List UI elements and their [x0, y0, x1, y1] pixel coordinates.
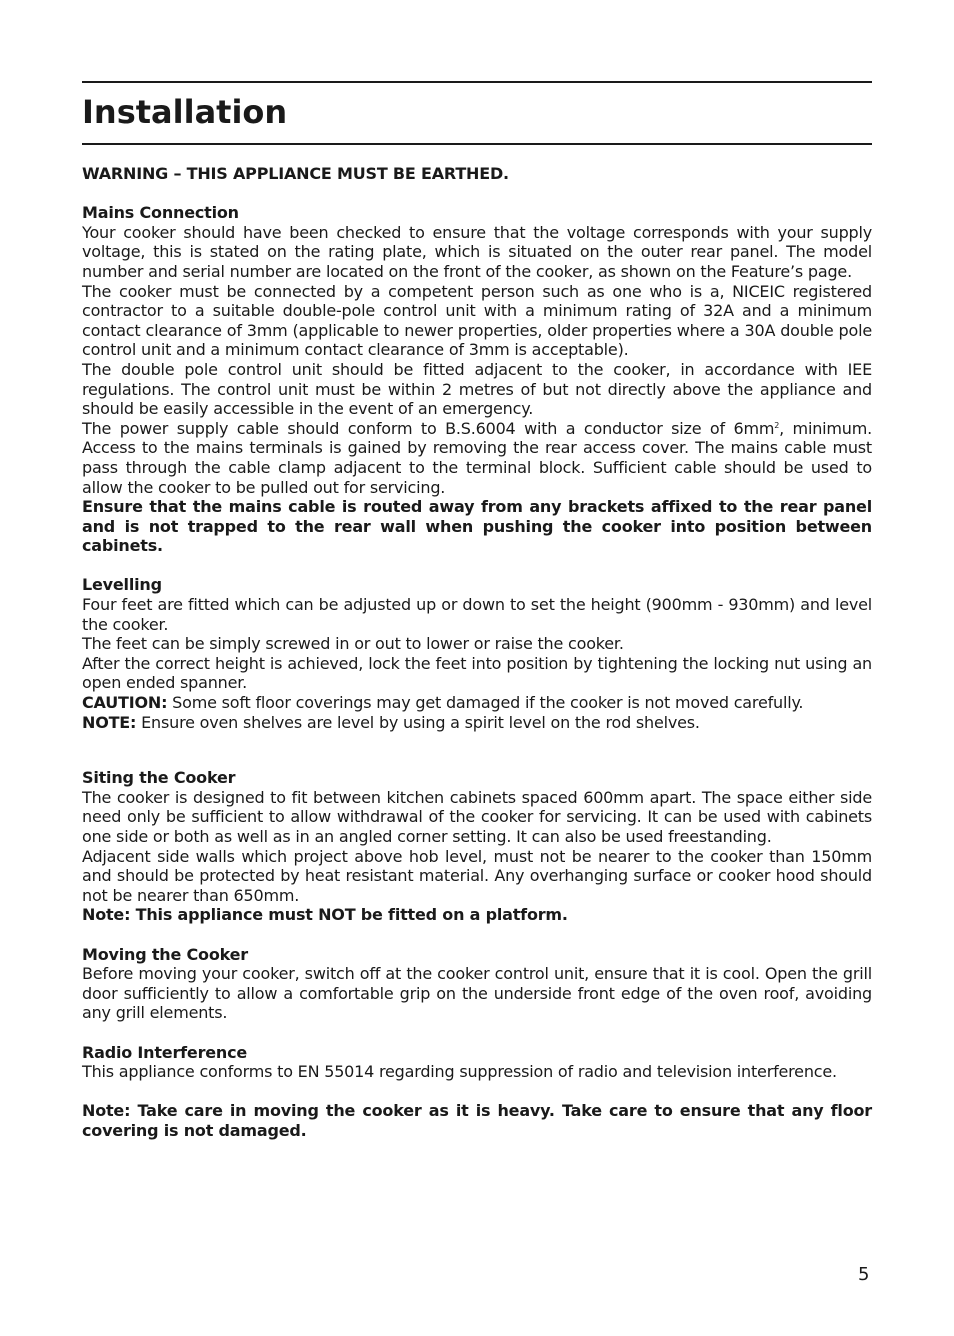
levelling-heading: Levelling	[82, 575, 162, 595]
siting-section	[82, 768, 872, 925]
mains-paragraph-4	[82, 419, 872, 497]
mains-p4-text-b: , minimum. Access to the mains terminals is gained by removing the rear access cover. The mains cable must pass through the cable clamp adjacent to the terminal block. Sufficient cable should be used to allow the cooker to be pulled out for servicing.	[82, 418, 872, 497]
siting-heading: Siting the Cooker	[82, 768, 236, 788]
page-number: 5	[858, 1264, 870, 1285]
note-label: NOTE:	[82, 712, 137, 732]
levelling-paragraph-2: The feet can be simply screwed in or out to lower or raise the cooker.	[82, 634, 624, 654]
moving-paragraph-1: Before moving your cooker, switch off at the cooker control unit, ensure that it is cool. Open the grill door sufficiently to allow a comfortable grip on the underside front edge of the oven roof, avoiding any grill elements.	[82, 964, 872, 1023]
note-text: Ensure oven shelves are level by using a spirit level on the rod shelves.	[136, 712, 700, 732]
radio-paragraph-1: This appliance conforms to EN 55014 regarding suppression of radio and television interference.	[82, 1062, 837, 1082]
note-line	[82, 713, 872, 733]
siting-paragraph-2: Adjacent side walls which project above hob level, must not be nearer to the cooker than 150mm and should be protected by heat resistant material. Any overhanging surface or cooker hood should not be nearer than 650mm.	[82, 846, 872, 905]
moving-heading: Moving the Cooker	[82, 944, 248, 964]
final-safety-note: Note: Take care in moving the cooker as it is heavy. Take care to ensure that any floor covering is not damaged.	[82, 1101, 872, 1140]
mains-p4-text-a: The power supply cable should conform to B.S.6004 with a conductor size of 6mm	[82, 418, 775, 438]
page-title: Installation	[82, 93, 288, 131]
radio-heading: Radio Interference	[82, 1042, 248, 1062]
mains-connection-section	[82, 203, 872, 556]
caution-text: Some soft floor coverings may get damaged if the cooker is not moved carefully.	[167, 693, 804, 713]
caution-line	[82, 693, 872, 713]
caution-label: CAUTION:	[82, 693, 168, 713]
page-content	[82, 164, 872, 1141]
mains-paragraph-1: Your cooker should have been checked to ensure that the voltage corresponds with your supply voltage, this is stated on the rating plate, which is situated on the outer rear panel. The model number and serial number are located on the front of the cooker, as shown on the Feature’s page.	[82, 222, 872, 281]
moving-section	[82, 945, 872, 1023]
mains-cable-warning: Ensure that the mains cable is routed away from any brackets affixed to the rear panel and is not trapped to the rear wall when pushing the cooker into position between cabinets.	[82, 497, 872, 556]
earthing-warning: WARNING – THIS APPLIANCE MUST BE EARTHED.	[82, 164, 509, 183]
levelling-section	[82, 575, 872, 732]
squared-superscript: 2	[774, 420, 780, 430]
mains-paragraph-3: The double pole control unit should be fitted adjacent to the cooker, in accordance with IEE regulations. The control unit must be within 2 metres of but not directly above the appliance and should be easily accessible in the event of an emergency.	[82, 359, 872, 419]
title-bottom-rule	[82, 143, 872, 145]
mains-paragraph-2: The cooker must be connected by a competent person such as one who is a, NICEIC registered contractor to a suitable double-pole control unit with a minimum rating of 32A and a minimum contact clearance of 3mm (applicable to newer properties, older properties where a 30A double pole control unit and a minimum contact clearance of 3mm is acceptable).	[82, 281, 872, 360]
levelling-paragraph-1: Four feet are fitted which can be adjusted up or down to set the height (900mm - 930mm) and level the cooker.	[82, 595, 872, 634]
platform-note: Note: This appliance must NOT be fitted on a platform.	[82, 905, 568, 925]
title-top-rule	[82, 81, 872, 83]
siting-paragraph-1: The cooker is designed to fit between kitchen cabinets spaced 600mm apart. The space either side need only be sufficient to allow withdrawal of the cooker for servicing. It can be used with cabinets one side or both as well as in an angled corner setting. It can also be used freestanding.	[82, 787, 872, 846]
levelling-paragraph-3: After the correct height is achieved, lock the feet into position by tightening the locking nut using an open ended spanner.	[82, 653, 872, 693]
mains-connection-heading: Mains Connection	[82, 203, 239, 223]
radio-section	[82, 1043, 872, 1082]
